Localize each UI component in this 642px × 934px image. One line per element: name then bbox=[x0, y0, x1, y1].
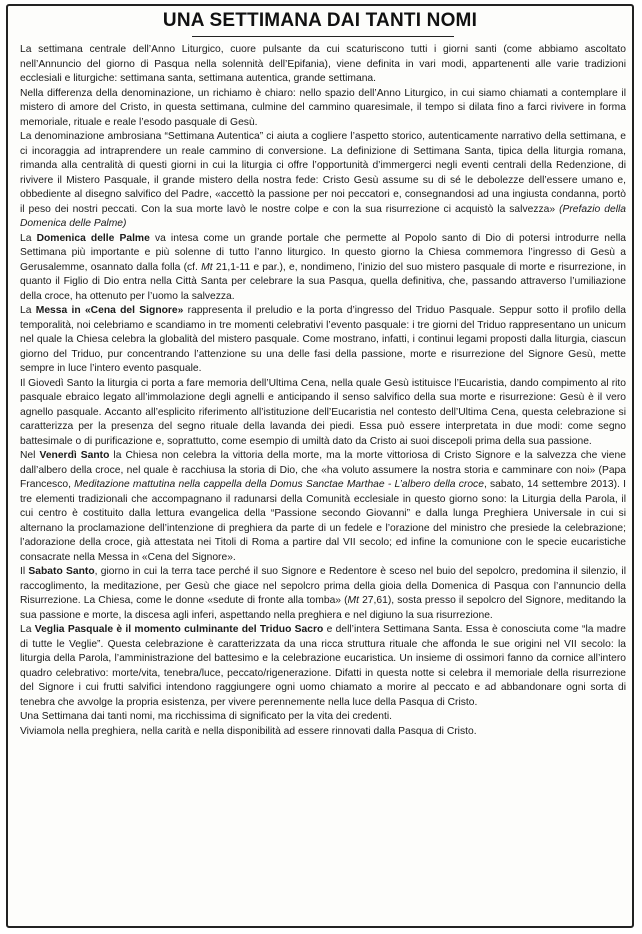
text: La bbox=[20, 305, 36, 316]
article-body bbox=[20, 43, 626, 739]
paragraph-intro: La settimana centrale dell’Anno Liturgico, cuore pulsante da cui scaturiscono tutti i giorni santi (come abbiamo ascoltato nell’Annuncio del giorno di Pasqua nella solennità dell’Epifania), viene definita in vari modi, appartenenti alle varie tradizioni ecclesiali e liturgiche: settimana santa, settimana autentica, grande settimana. bbox=[20, 44, 626, 84]
paragraph-denominazione: Nella differenza della denominazione, un richiamo è chiaro: nello spazio dell’Anno Liturgico, in cui siamo chiamati a contemplare il mistero di amore del Cristo, in questa settimana, culmine del cammino quaresimale, il tempo si dilata fino a farci rivivere in forma memoriale, rituale e reale l’esodo pasquale di Gesù. bbox=[20, 87, 626, 128]
heading-sabato-santo: Sabato Santo bbox=[28, 566, 95, 577]
heading-messa-cena: Messa in «Cena del Signore» bbox=[35, 305, 184, 316]
heading-domenica-palme: Domenica delle Palme bbox=[36, 232, 150, 244]
text: Nel bbox=[20, 450, 40, 461]
article-title: UNA SETTIMANA DAI TANTI NOMI bbox=[162, 10, 478, 31]
paragraph-sabato-santo bbox=[20, 565, 626, 623]
text: 21,1-11 e par.), e, nondimeno, l’inizio del suo mistero pasquale di morte e risurrezione, in quanto il Figlio di Dio entra nella Città Santa per celebrare la sua Pasqua, quella definitiva, che, passando attraverso l’umiliazione della croce, ha ottenuto per l’uomo la salvezza. bbox=[20, 261, 627, 302]
text: La bbox=[20, 232, 37, 244]
text: , sabato, 14 settembre 2013). I tre elementi tradizionali che accompagnano il radunarsi della Comunità ecclesiale in questo giorno sono: la Liturgia della Parola, il cui centro è costituito dalla lettura evangelica della “Passione secondo Giovanni” e dalla lunga Preghiera Universale in cui si alternano la proclamazione dell’intenzione di preghiera da parte di un fedele e l’orazione del ministro che presiede la celebrazione; l’adorazione della croce, già attestata nei Titoli di Roma a partire dal VII secolo; ed infine la comunione con le specie eucaristiche consacrate nella Messa in «Cena del Signore». bbox=[20, 479, 626, 563]
paragraph-domenica-palme bbox=[20, 232, 626, 305]
text: 27,61), sosta presso il sepolcro del Signore, meditando la sua passione e morte, la discesa agli inferi, aspettando nella preghiera e nel digiuno la sua risurrezione. bbox=[20, 595, 626, 621]
text: la Chiesa non celebra la vittoria della morte, ma la morte vittoriosa di Cristo Signore e la salvezza che viene dall’albero della croce, nel quale è racchiusa la storia di Dio, che «ha voluto assumere la nostra storia e camminare con noi» (Papa Francesco, bbox=[20, 450, 626, 490]
text: , giorno in cui la terra tace perché il suo Signore e Redentore è sceso nel buio del sepolcro, predomina il silenzio, il raccoglimento, la meditazione, per Gesù che giace nel sepolcro prima della gioia della Domenica di Pasqua con l’annuncio della Risurrezione. La Chiesa, come le donne «sedute di fronte alla tomba» ( bbox=[20, 566, 627, 606]
text: e dell’intera Settimana Santa. Essa è conosciuta come “la madre di tutte le Veglie”. Questa celebrazione è caratterizzata da una ricca struttura rituale che affonda le sue origini nel VII secolo: la liturgia della Parola, l’amministrazione del battesimo e la celebrazione eucaristica. Un insieme di ossimori fanno da cornice all’intero quadro celebrativo: morte/vita, tenebra/luce, peccato/rigenerazione. Difatti in questa notte si celebra il memoriale della risurrezione del Signore i cui frutti salvifici intendono raggiungere ogni uomo chiamato a morire al peccato e ad abbandonare ogni sorta di tenebra che avvolge la propria esistenza, per vivere perennemente nella luce della Pasqua di Cristo. bbox=[20, 624, 626, 708]
text: va intesa come un grande portale che permette al Popolo santo di Dio di potersi introdurre nella Settimana più importante e più solenne di tutto l’anno liturgico. In questo giorno la Chiesa commemora l’ingresso di Gesù a Gerusalemme, osannato dalla folla (cf. bbox=[20, 232, 626, 273]
paragraph-cena-signore bbox=[20, 304, 626, 377]
text: La bbox=[20, 624, 35, 635]
paragraph-text: La denominazione ambrosiana “Settimana Autentica” ci aiuta a cogliere l’aspetto storico, autenticamente narrativo della settimana, e ci incoraggia ad intraprendere un reale cammino di conversione. La definizione di Settimana Santa, tipica della liturgia romana, rimanda alla centralità di questi giorni in cui la liturgia ci offre l’opportunità d’immergerci negli eventi centrali della Redenzione, di rivivere il Mistero Pasquale, il grande mistero della nostra fede: Cristo Gesù assume su di sé le debolezze dell’essere umano e, obbediente al disegno salvifico del Padre, «accettò la passione per noi peccatori e, consegnandosi ad una ingiusta condanna, portò il peso dei nostri peccati. Con la sua morte lavò le nostre colpe e con la sua risurrezione ci acquistò la salvezza» bbox=[20, 131, 626, 215]
citation-prefazio: (Prefazio della Domenica delle Palme) bbox=[20, 203, 626, 229]
paragraph-settimana-autentica bbox=[20, 130, 626, 232]
paragraph-veglia-pasquale bbox=[20, 623, 626, 710]
citation-papa: Meditazione mattutina nella cappella della Domus Sanctae Marthae - L’albero della croce bbox=[74, 479, 484, 490]
paragraph-giovedi-santo: Il Giovedì Santo la liturgia ci porta a fare memoria dell’Ultima Cena, nella quale Gesù istituisce l’Eucaristia, dando compimento al rito pasquale ebraico legato all’immolazione degli agnelli e anticipando il senso salvifico della sua morte e risurrezione: Gesù è il vero agnello pasquale. Accanto all’esplicito riferimento all’istituzione dell’Eucaristia nel contesto dell’Ultima Cena, questa celebrazione si caratterizza per la presenza del segno rituale della lavanda dei piedi. Essa può essere interpretata in due modi: come segno battesimale o di purificazione e, soprattutto, come esempio di umiltà dato da Cristo ai suoi discepoli prima della sua passione. bbox=[20, 377, 626, 447]
paragraph-conclusion: Una Settimana dai tanti nomi, ma ricchissima di significato per la vita dei credenti. bbox=[20, 711, 393, 722]
paragraph-closing: Viviamola nella preghiera, nella carità e nella disponibilità ad essere rinnovati dalla Pasqua di Cristo. bbox=[20, 725, 477, 737]
heading-veglia-pasquale: Veglia Pasquale è il momento culminante del Triduo Sacro bbox=[34, 624, 324, 635]
article-frame bbox=[6, 4, 634, 928]
citation-mt: Mt bbox=[347, 595, 359, 606]
paragraph-venerdi-santo bbox=[20, 449, 626, 565]
heading-venerdi-santo: Venerdì Santo bbox=[39, 450, 110, 461]
citation-mt: Mt bbox=[201, 261, 213, 273]
title-underline bbox=[192, 36, 454, 37]
text: Il bbox=[20, 566, 29, 577]
text: rappresenta il preludio e la porta d’ingresso del Triduo Pasquale. Seppur sotto il profilo della temporalità, noi celebriamo e scandiamo in tre momenti celebrativi l’evento pasquale: i tre giorni del Triduo rappresentano un unicum nel quale la Chiesa celebra la globalità del mistero pasquale. Come mostrano, infatti, i continui legami proposti dalla liturgia, ciascun giorno del Triduo, pur concentrando l’attenzione su una delle fasi della passione, morte e risurrezione del Signore Gesù, mette sempre in luce l’intero evento pasquale. bbox=[20, 305, 626, 374]
